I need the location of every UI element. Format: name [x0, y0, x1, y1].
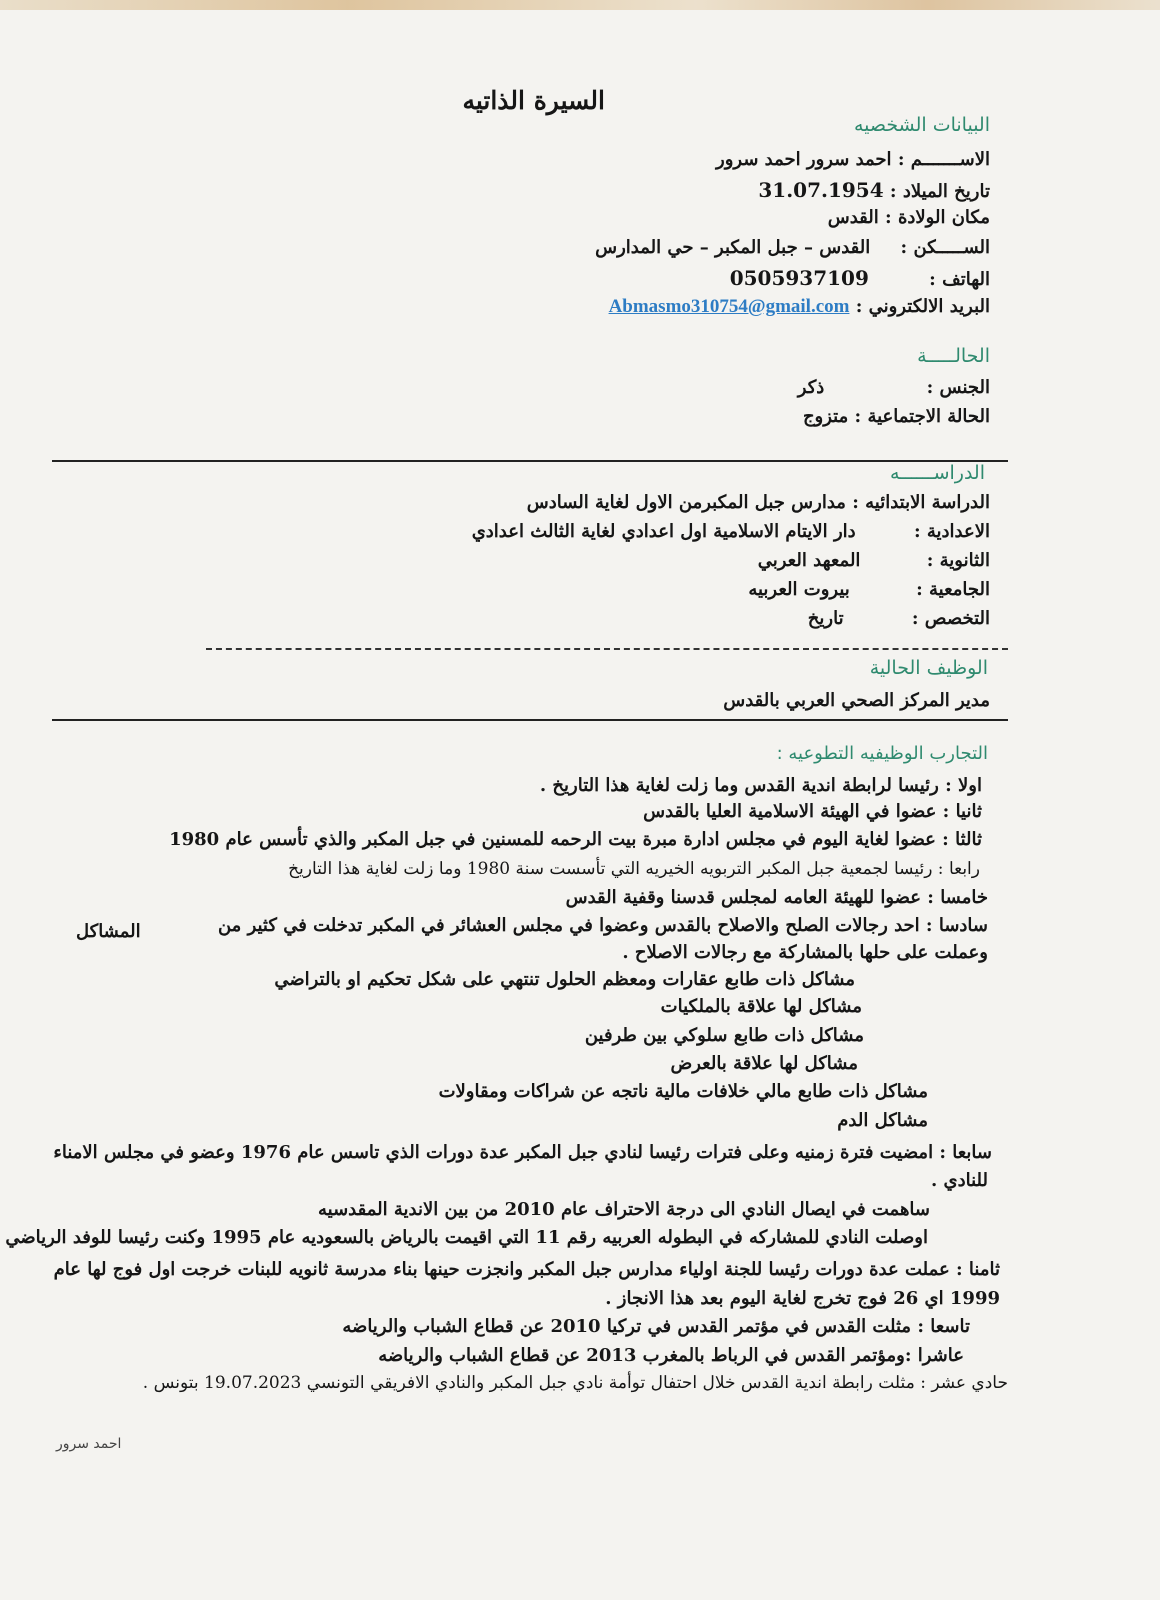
phone-row	[730, 266, 990, 290]
experience-item-6-cont: وعملت على حلها بالمشاركة مع رجالات الاصلاح .	[622, 942, 988, 963]
experience-heading: التجارب الوظيفيه التطوعيه :	[776, 743, 988, 764]
name-value: احمد سرور احمد سرور	[716, 149, 892, 170]
problem-item-1: مشاكل ذات طابع عقارات ومعظم الحلول تنتهي على شكل تحكيم او بالتراضي	[274, 969, 855, 990]
experience-item-10: عاشرا :ومؤتمر القدس في الرباط بالمغرب 2013 عن قطاع الشباب والرياضه	[378, 1345, 964, 1366]
university-row	[748, 579, 990, 600]
birth-value: 31.07.1954	[758, 178, 884, 202]
marital-row	[803, 406, 990, 427]
email-link[interactable]: Abmasmo310754@gmail.com	[608, 296, 850, 317]
primary-label: الدراسة الابتدائيه :	[852, 492, 990, 513]
experience-item-7-note-2: اوصلت النادي للمشاركه في البطوله العربيه رقم 11 التي اقيمت بالرياض بالسعوديه عام 1995 وكنت رئيسا للوفد الرياضي	[5, 1227, 928, 1248]
experience-item-8: ثامنا : عملت عدة دورات رئيسا للجنة اولياء مدارس جبل المكبر وانجزت حينها بناء مدرسة ثانويه للبنات خرجت اول فوج لها عام	[53, 1259, 1000, 1280]
experience-item-7: سابعا : امضيت فترة زمنيه وعلى فترات رئيسا لنادي جبل المكبر عدة دورات الذي تاسس عام 1976 وعضو في مجلس الامناء	[53, 1142, 992, 1163]
job-value: مدير المركز الصحي العربي بالقدس	[723, 690, 990, 711]
birth-label: تاريخ الميلاد :	[889, 181, 990, 202]
dashed-divider	[206, 648, 1008, 650]
divider-1	[52, 460, 1008, 462]
primary-row	[527, 492, 990, 513]
birthplace-value: القدس	[827, 207, 879, 228]
residence-label: الســـــكن :	[900, 237, 990, 258]
experience-item-7-note-1: ساهمت في ايصال النادي الى درجة الاحتراف عام 2010 من بين الاندية المقدسيه	[318, 1199, 930, 1220]
primary-value: مدارس جبل المكبرمن الاول لغاية السادس	[526, 492, 846, 513]
university-label: الجامعية :	[916, 579, 990, 600]
status-heading: الحالـــــة	[917, 345, 990, 367]
experience-item-6-wrap: المشاكل	[76, 921, 141, 942]
experience-item-9: تاسعا : مثلت القدس في مؤتمر القدس في تركيا 2010 عن قطاع الشباب والرياضه	[342, 1316, 970, 1337]
gender-row	[798, 377, 990, 398]
gender-value: ذكر	[797, 377, 825, 398]
experience-item-6: سادسا : احد رجالات الصلح والاصلاح بالقدس وعضوا في مجلس العشائر في المكبر تدخلت في كثير من	[217, 915, 988, 936]
birthplace-row	[828, 207, 990, 228]
experience-item-2: ثانيا : عضوا في الهيئة الاسلامية العليا بالقدس	[643, 801, 982, 822]
experience-item-5: خامسا : عضوا للهيئة العامه لمجلس قدسنا وقفية القدس	[565, 887, 988, 908]
divider-2	[52, 719, 1008, 721]
experience-item-11: حادي عشر : مثلت رابطة اندية القدس خلال احتفال توأمة نادي جبل المكبر والنادي الافريقي التونسي 19.07.2023 بتونس .	[142, 1373, 1008, 1393]
gender-label: الجنس :	[926, 377, 990, 398]
secondary-label: الثانوية :	[926, 550, 990, 571]
signature: احمد سرور	[56, 1436, 122, 1452]
major-label: التخصص :	[911, 608, 990, 629]
marital-label: الحالة الاجتماعية :	[854, 406, 990, 427]
experience-item-4: رابعا : رئيسا لجمعية جبل المكبر التربويه الخيريه التي تأسست سنة 1980 وما زلت لغاية هذا التاريخ	[288, 859, 980, 879]
major-row	[808, 608, 990, 629]
email-row	[609, 296, 990, 318]
job-heading: الوظيف الحالية	[869, 657, 988, 679]
experience-item-7-cont: للنادي .	[931, 1170, 988, 1191]
major-value: تاريخ	[807, 608, 844, 629]
email-label: البريد الالكتروني :	[855, 296, 990, 317]
residence-row	[595, 237, 990, 258]
experience-item-1: اولا : رئيسا لرابطة اندية القدس وما زلت لغاية هذا التاريخ .	[539, 775, 982, 796]
secondary-row	[758, 550, 990, 571]
birthplace-label: مكان الولادة :	[885, 207, 990, 228]
page-title: السيرة الذاتيه	[462, 86, 605, 115]
experience-item-3: ثالثا : عضوا لغاية اليوم في مجلس ادارة مبرة بيت الرحمه للمسنين في جبل المكبر والذي تأسس عام 1980	[169, 829, 982, 850]
phone-label: الهاتف :	[929, 269, 990, 290]
experience-item-8-cont: 1999 اي 26 فوج تخرج لغاية اليوم بعد هذا الانجاز .	[605, 1288, 1000, 1309]
secondary-value: المعهد العربي	[757, 550, 861, 571]
phone-value: 0505937109	[729, 266, 869, 290]
birth-row	[758, 178, 990, 202]
prep-row	[472, 521, 990, 542]
prep-value: دار الايتام الاسلامية اول اعدادي لغاية الثالث اعدادي	[471, 521, 856, 542]
personal-heading: البيانات الشخصيه	[853, 114, 990, 136]
name-row	[716, 149, 990, 170]
problem-item-3: مشاكل ذات طابع سلوكي بين طرفين	[584, 1025, 864, 1046]
residence-value: القدس – جبل المكبر – حي المدارس	[595, 237, 871, 258]
problem-item-6: مشاكل الدم	[837, 1110, 928, 1131]
marital-value: متزوج	[802, 406, 849, 427]
name-label: الاســـــــم :	[897, 149, 990, 170]
university-value: بيروت العربيه	[748, 579, 850, 600]
prep-label: الاعدادية :	[913, 521, 990, 542]
education-heading: الدراســــــه	[890, 462, 985, 484]
problem-item-4: مشاكل لها علاقة بالعرض	[670, 1053, 858, 1074]
problem-item-5: مشاكل ذات طابع مالي خلافات مالية ناتجه عن شراكات ومقاولات	[438, 1081, 928, 1102]
problem-item-2: مشاكل لها علاقة بالملكيات	[660, 996, 862, 1017]
